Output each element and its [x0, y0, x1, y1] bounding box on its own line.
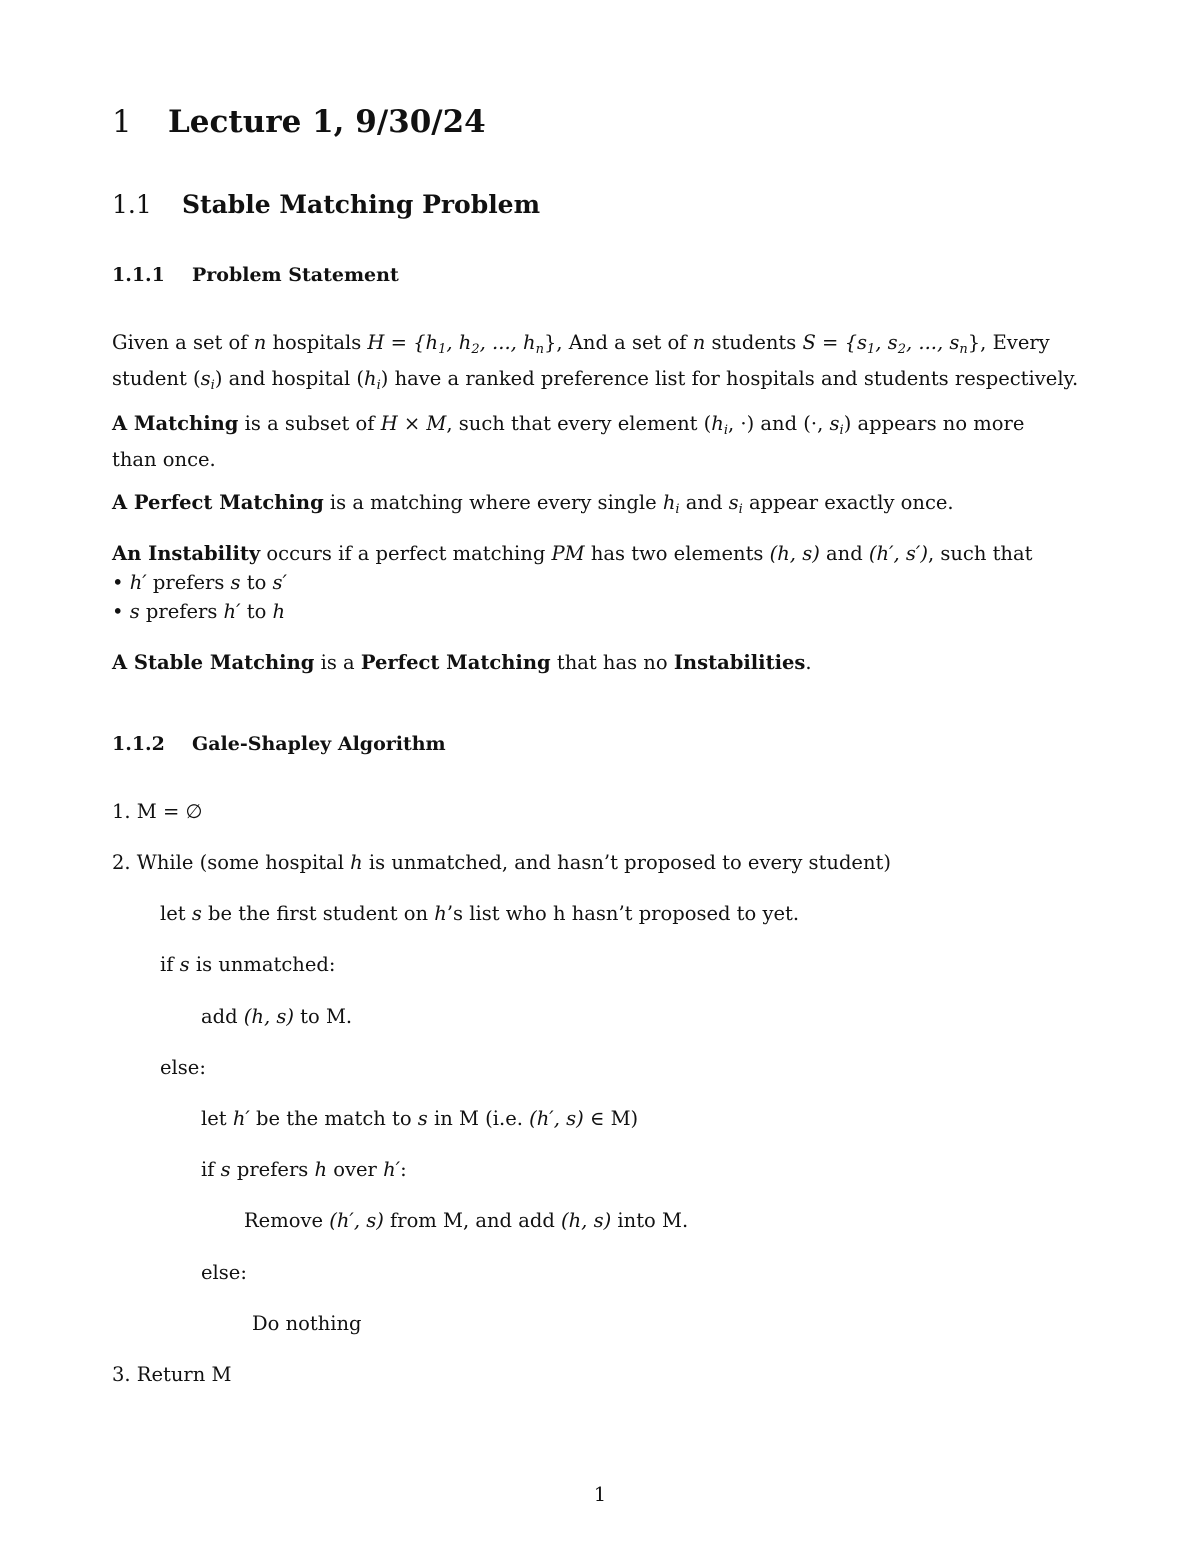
- text: is unmatched, and hasn’t proposed to every student): [362, 851, 891, 874]
- algo-remove-add: [244, 1209, 688, 1232]
- text: to M.: [293, 1005, 353, 1028]
- text: 2. While (some hospital: [112, 851, 351, 874]
- math: s: [129, 600, 140, 623]
- text: Remove: [244, 1209, 330, 1232]
- problem-paragraph: [112, 328, 1078, 400]
- algo-step-1: 1. M = ∅: [112, 800, 203, 823]
- math: h′: [232, 1107, 250, 1130]
- text: student (: [112, 367, 201, 390]
- instability-definition: [112, 539, 1032, 626]
- math: h: [350, 851, 363, 874]
- math: (h, s): [769, 542, 820, 565]
- algo-let-match: [201, 1107, 638, 1130]
- subscript: n: [535, 342, 544, 357]
- math: }: [543, 331, 557, 354]
- algo-do-nothing: Do nothing: [252, 1312, 362, 1335]
- math: (h′, s): [329, 1209, 384, 1232]
- subscript: 2: [897, 342, 906, 357]
- math: s: [179, 953, 190, 976]
- text: prefers: [139, 600, 224, 623]
- instability-bullet-1: [112, 568, 1032, 597]
- text: ’s list who h hasn’t proposed to yet.: [446, 902, 800, 925]
- math: s: [829, 412, 840, 435]
- perfect-matching-definition: [112, 488, 954, 524]
- text: is a: [314, 651, 361, 674]
- text: from M, and add: [383, 1209, 562, 1232]
- math: s: [191, 902, 202, 925]
- algo-if-prefers: [201, 1158, 407, 1181]
- math: s: [200, 367, 211, 390]
- subscript: i: [738, 502, 743, 517]
- subscript: i: [675, 502, 680, 517]
- stable-matching-definition: [112, 648, 812, 677]
- text: prefers: [230, 1158, 315, 1181]
- text: students: [705, 331, 803, 354]
- math-n: n: [692, 331, 706, 354]
- text: is unmatched:: [189, 953, 336, 976]
- subscript: 1: [867, 342, 876, 357]
- math: h: [272, 600, 286, 623]
- text: , such that: [927, 542, 1033, 565]
- text: hospitals: [266, 331, 368, 354]
- term-perfect-matching: A Perfect Matching: [112, 491, 324, 514]
- algo-step-2: [112, 851, 891, 874]
- math: s: [417, 1107, 428, 1130]
- term-perfect-matching: Perfect Matching: [360, 651, 551, 674]
- page-number: 1: [593, 1483, 607, 1506]
- subscript: i: [839, 423, 844, 438]
- matching-line-2: than once.: [112, 448, 216, 471]
- subscript: 2: [471, 342, 480, 357]
- term-stable-matching: A Stable Matching: [112, 651, 315, 674]
- subscript: i: [376, 378, 381, 393]
- text: prefers: [146, 571, 231, 594]
- section-number: 1: [112, 104, 132, 140]
- math-n: n: [253, 331, 267, 354]
- subsection-number: 1.1: [112, 190, 152, 219]
- bullet-icon: •: [112, 571, 130, 594]
- text: add: [201, 1005, 244, 1028]
- text: , And a set of: [556, 331, 693, 354]
- text: Given a set of: [112, 331, 254, 354]
- text: is a matching where every single: [323, 491, 663, 514]
- perfect-line: [112, 488, 954, 524]
- term-matching: A Matching: [112, 412, 239, 435]
- text: that has no: [550, 651, 674, 674]
- subsubsection-title: Problem Statement: [192, 264, 399, 286]
- math: h′: [223, 600, 241, 623]
- math: }: [967, 331, 981, 354]
- math: h: [364, 367, 377, 390]
- text: over: [327, 1158, 384, 1181]
- problem-line-2: [112, 364, 1078, 400]
- text: appear exactly once.: [742, 491, 954, 514]
- text: let: [160, 902, 192, 925]
- math: s′: [272, 571, 287, 594]
- math: h: [434, 902, 447, 925]
- text: , ·) and (·,: [728, 412, 830, 435]
- subsubsection-number: 1.1.1: [112, 264, 165, 286]
- bullet-icon: •: [112, 600, 130, 623]
- matching-definition: [112, 409, 1024, 474]
- math: (h, s): [243, 1005, 294, 1028]
- math: h′: [383, 1158, 401, 1181]
- algo-add: [201, 1005, 352, 1028]
- text: has two elements: [584, 542, 770, 565]
- math: PM: [551, 542, 585, 565]
- math: , s: [875, 331, 898, 354]
- section-heading: [112, 104, 486, 140]
- text: ) have a ranked preference list for hospitals and students respectively.: [380, 367, 1079, 390]
- subsubsection-heading-algorithm: [112, 733, 446, 755]
- math: , ..., s: [905, 331, 960, 354]
- text: , Every: [980, 331, 1050, 354]
- math: h: [662, 491, 676, 514]
- algo-let-first-student: [160, 902, 799, 925]
- instability-line-1: [112, 539, 1032, 568]
- text: occurs if a perfect matching: [260, 542, 552, 565]
- text: into M.: [611, 1209, 689, 1232]
- subscript: i: [723, 423, 729, 438]
- math: h′: [129, 571, 147, 594]
- math-s-set: S = {s: [802, 331, 867, 354]
- text: and: [679, 491, 729, 514]
- math: h: [711, 412, 724, 435]
- text: to: [240, 571, 273, 594]
- math: H × M: [380, 412, 447, 435]
- text: , such that every element (: [446, 412, 712, 435]
- subscript: n: [959, 342, 968, 357]
- text: let: [201, 1107, 233, 1130]
- text: be the match to: [249, 1107, 418, 1130]
- math: , ..., h: [479, 331, 536, 354]
- subscript: i: [210, 378, 215, 393]
- math: , h: [446, 331, 472, 354]
- math: (h′, s): [529, 1107, 584, 1130]
- text: .: [805, 651, 812, 674]
- subsubsection-number: 1.1.2: [112, 733, 165, 755]
- algo-else-1: else:: [160, 1056, 206, 1079]
- math-h-set: H = {h: [367, 331, 439, 354]
- text: :: [400, 1158, 407, 1181]
- math: (h, s): [561, 1209, 612, 1232]
- algo-else-2: else:: [201, 1261, 247, 1284]
- algo-step-3: 3. Return M: [112, 1363, 232, 1386]
- math: s: [230, 571, 241, 594]
- text: ) appears no more: [843, 412, 1025, 435]
- text: be the first student on: [201, 902, 435, 925]
- math: s: [220, 1158, 231, 1181]
- section-title: Lecture 1, 9/30/24: [168, 104, 486, 140]
- subsubsection-title: Gale-Shapley Algorithm: [192, 733, 446, 755]
- text: if: [160, 953, 180, 976]
- math: (h′, s′): [868, 542, 928, 565]
- math: s: [728, 491, 739, 514]
- text: to: [240, 600, 273, 623]
- text: in M (i.e.: [427, 1107, 530, 1130]
- term-instability: An Instability: [112, 542, 261, 565]
- text: ∈ M): [583, 1107, 639, 1130]
- term-instabilities: Instabilities: [673, 651, 806, 674]
- text: ) and hospital (: [214, 367, 365, 390]
- text: is a subset of: [238, 412, 381, 435]
- matching-line-1: [112, 409, 1024, 445]
- text: if: [201, 1158, 221, 1181]
- subscript: 1: [438, 342, 447, 357]
- math: h: [314, 1158, 328, 1181]
- algo-if-unmatched: [160, 953, 335, 976]
- instability-bullet-2: [112, 597, 1032, 626]
- text: and: [819, 542, 869, 565]
- subsubsection-heading-problem: [112, 264, 399, 286]
- problem-line-1: [112, 328, 1078, 364]
- subsection-heading: [112, 190, 540, 219]
- stable-line: [112, 648, 812, 677]
- subsection-title: Stable Matching Problem: [182, 190, 541, 219]
